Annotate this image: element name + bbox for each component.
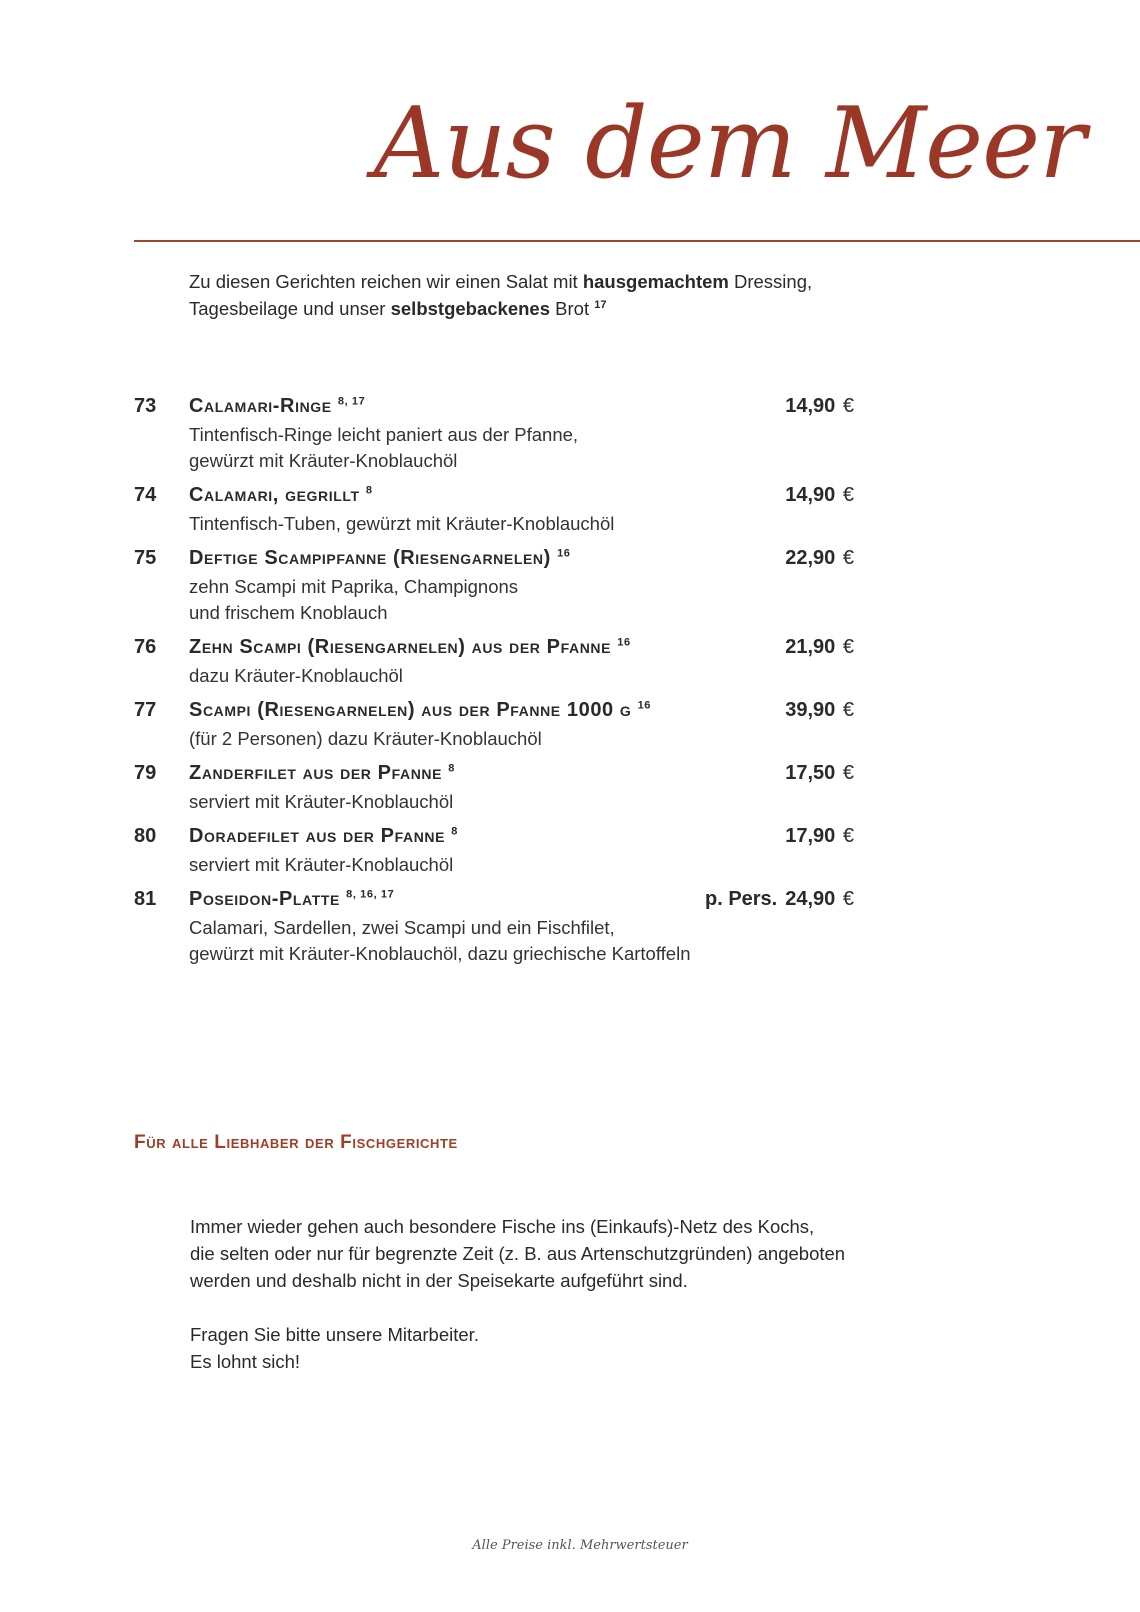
item-price <box>785 825 854 848</box>
item-name-text: Zehn Scampi (Riesengarnelen) aus der Pfanne <box>189 636 612 658</box>
item-name-text: Deftige Scampipfanne (Riesengarnelen) <box>189 547 551 569</box>
euro-sign: € <box>842 636 854 658</box>
item-price <box>705 888 854 911</box>
description-line: Calamari, Sardellen, zwei Scampi und ein Fischfilet, <box>189 917 615 938</box>
menu-item <box>134 395 854 474</box>
menu-item <box>134 888 854 967</box>
allergen-sup: 8 <box>448 762 455 775</box>
item-name <box>189 762 455 785</box>
intro-line1-post: Dressing, <box>728 271 813 292</box>
item-name <box>189 699 651 722</box>
page-title: Aus dem Meer <box>373 87 1085 201</box>
menu-item-list <box>134 395 854 977</box>
notice-line: werden und deshalb nicht in der Speisekarte aufgeführt sind. <box>190 1270 688 1291</box>
intro-line2-bold: selbstgebackenes <box>390 298 551 319</box>
item-number: 79 <box>134 762 157 784</box>
footer-note: Alle Preise inkl. Mehrwertsteuer <box>472 1538 688 1553</box>
euro-sign: € <box>842 484 854 506</box>
item-name-text: Zanderfilet aus der Pfanne <box>189 762 443 784</box>
euro-sign: € <box>842 547 854 569</box>
item-number: 74 <box>134 484 157 506</box>
item-price <box>785 699 854 722</box>
item-name-text: Scampi (Riesengarnelen) aus der Pfanne 1000 g <box>189 699 632 721</box>
intro-line1-pre: Zu diesen Gerichten reichen wir einen Salat mit <box>189 271 583 292</box>
notice-paragraph-1 <box>190 1213 845 1294</box>
euro-sign: € <box>842 762 854 784</box>
item-description <box>189 789 854 815</box>
price-value: 17,50 <box>785 762 836 784</box>
menu-item <box>134 699 854 752</box>
description-line: (für 2 Personen) dazu Kräuter-Knoblauchöl <box>189 728 542 749</box>
allergen-sup: 16 <box>637 699 652 712</box>
item-description <box>189 915 854 967</box>
menu-item <box>134 762 854 815</box>
allergen-sup: 17 <box>594 298 607 311</box>
item-name <box>189 395 365 418</box>
allergen-sup: 8 <box>365 484 373 497</box>
item-number: 75 <box>134 547 157 569</box>
intro-line2-post: Brot <box>550 298 595 319</box>
item-name <box>189 888 394 911</box>
price-value: 14,90 <box>785 484 836 506</box>
item-description <box>189 726 854 752</box>
description-line: zehn Scampi mit Paprika, Champignons <box>189 576 519 597</box>
price-value: 24,90 <box>785 888 836 910</box>
intro-line1-bold: hausgemachtem <box>582 271 729 292</box>
item-name-text: Calamari, gegrillt <box>189 484 360 506</box>
menu-item-row <box>134 636 854 663</box>
allergen-sup: 8 <box>451 825 458 838</box>
title-divider <box>134 240 1140 242</box>
notice-line: Immer wieder gehen auch besondere Fische ins (Einkaufs)-Netz des Kochs, <box>190 1216 815 1237</box>
item-number: 73 <box>134 395 157 417</box>
allergen-sup: 16 <box>617 636 631 649</box>
intro-line-1 <box>189 268 812 295</box>
menu-item <box>134 825 854 878</box>
item-name-text: Calamari-Ringe <box>189 395 332 417</box>
item-description <box>189 511 854 537</box>
description-line: gewürzt mit Kräuter-Knoblauchöl, dazu griechische Kartoffeln <box>189 943 691 964</box>
section-heading: Für alle Liebhaber der Fischgerichte <box>134 1132 458 1153</box>
allergen-sup: 8, 17 <box>337 395 366 408</box>
menu-item-row <box>134 547 854 574</box>
description-line: serviert mit Kräuter-Knoblauchöl <box>189 791 454 812</box>
price-value: 21,90 <box>785 636 836 658</box>
price-value: 14,90 <box>785 395 836 417</box>
menu-item <box>134 484 854 537</box>
item-name <box>189 636 631 659</box>
notice-text <box>190 1213 845 1402</box>
menu-item <box>134 547 854 626</box>
description-line: dazu Kräuter-Knoblauchöl <box>189 665 403 686</box>
item-description <box>189 574 854 626</box>
intro-line2-pre: Tagesbeilage und unser <box>189 298 391 319</box>
intro-line-2 <box>189 295 812 322</box>
item-description <box>189 422 854 474</box>
item-description <box>189 852 854 878</box>
euro-sign: € <box>842 699 854 721</box>
notice-line: die selten oder nur für begrenzte Zeit (z. B. aus Artenschutzgründen) angeboten <box>190 1243 846 1264</box>
price-value: 17,90 <box>785 825 836 847</box>
description-line: Tintenfisch-Tuben, gewürzt mit Kräuter-Knoblauchöl <box>189 513 615 534</box>
notice-line: Es lohnt sich! <box>190 1351 301 1372</box>
item-number: 81 <box>134 888 157 910</box>
menu-item-row <box>134 762 854 789</box>
menu-item-row <box>134 699 854 726</box>
notice-paragraph-2 <box>190 1321 845 1375</box>
item-name <box>189 547 571 570</box>
item-price <box>785 762 854 785</box>
euro-sign: € <box>842 825 854 847</box>
item-description <box>189 663 854 689</box>
item-number: 77 <box>134 699 157 721</box>
description-line: Tintenfisch-Ringe leicht paniert aus der Pfanne, <box>189 424 579 445</box>
item-price <box>785 484 854 507</box>
price-value: 22,90 <box>785 547 836 569</box>
menu-item <box>134 636 854 689</box>
item-name-text: Poseidon-Platte <box>189 888 340 910</box>
item-price <box>785 547 854 570</box>
item-number: 76 <box>134 636 157 658</box>
notice-line: Fragen Sie bitte unsere Mitarbeiter. <box>190 1324 479 1345</box>
price-value: 39,90 <box>785 699 836 721</box>
item-number: 80 <box>134 825 157 847</box>
item-name <box>189 484 373 507</box>
item-price <box>785 395 854 418</box>
euro-sign: € <box>842 395 854 417</box>
description-line: serviert mit Kräuter-Knoblauchöl <box>189 854 454 875</box>
allergen-sup: 16 <box>557 547 571 560</box>
euro-sign: € <box>842 888 854 910</box>
price-note: p. Pers. <box>704 888 778 910</box>
description-line: gewürzt mit Kräuter-Knoblauchöl <box>189 450 458 471</box>
menu-item-row <box>134 395 854 422</box>
item-name <box>189 825 458 848</box>
intro-text <box>189 268 812 322</box>
allergen-sup: 8, 16, 17 <box>346 888 395 901</box>
menu-item-row <box>134 825 854 852</box>
menu-item-row <box>134 888 854 915</box>
item-price <box>785 636 854 659</box>
item-name-text: Doradefilet aus der Pfanne <box>189 825 446 847</box>
description-line: und frischem Knoblauch <box>189 602 388 623</box>
menu-item-row <box>134 484 854 511</box>
